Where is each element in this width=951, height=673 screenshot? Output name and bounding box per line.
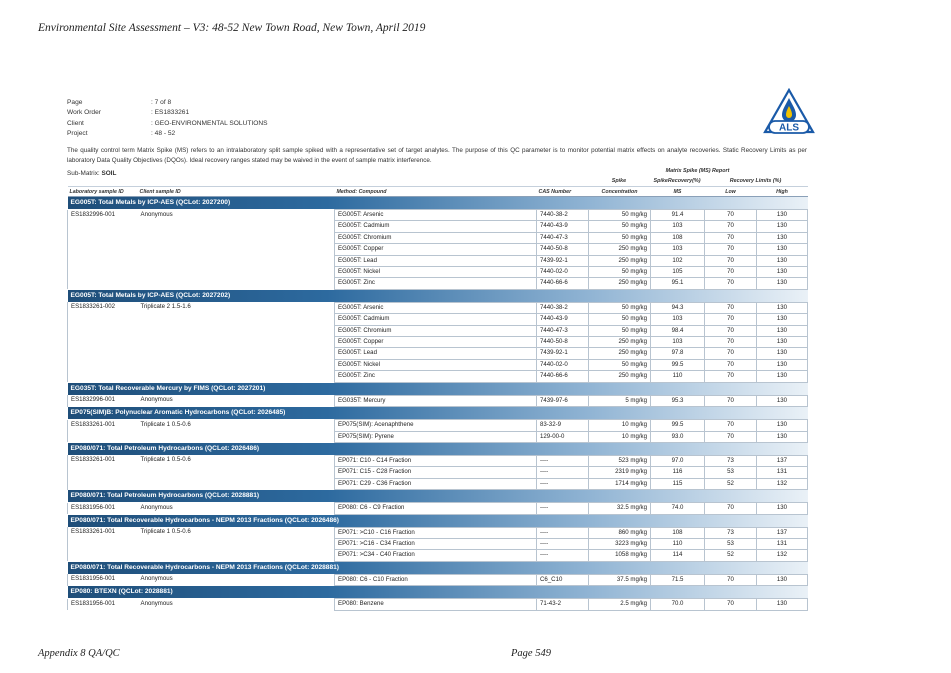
spike-concentration: 32.5 mg/kg [589,503,651,514]
ms-recovery: 71.5 [651,574,705,585]
col-ms: MS [651,187,705,197]
spike-concentration: 37.5 mg/kg [589,574,651,585]
lab-sample-id: ES1831956-001 [68,503,138,514]
meta-value: : 48 - 52 [151,129,176,137]
limit-low: 70 [705,232,757,243]
spike-header: Spike [611,178,627,184]
cas-number: 7439-92-1 [537,255,589,266]
client-sample-id [138,267,335,278]
method-compound: EG005T: Copper [335,244,537,255]
table-row [68,527,808,538]
method-compound: EG035T: Mercury [335,395,537,406]
method-compound: EP071: C15 - C28 Fraction [335,467,537,478]
method-compound: EG005T: Zinc [335,371,537,382]
section-title: EG005T: Total Metals by ICP-AES (QCLot: 2027202) [68,289,808,302]
spike-concentration: 523 mg/kg [589,455,651,466]
spike-concentration: 1058 mg/kg [589,550,651,561]
client-sample-id [138,538,335,549]
spike-concentration: 10 mg/kg [589,431,651,442]
limit-high: 130 [757,255,808,266]
lab-sample-id [68,371,138,382]
client-sample-id: Triplicate 1 0.5-0.6 [140,528,191,536]
lab-sample-id [68,255,138,266]
limit-high: 130 [757,420,808,431]
cas-number: ---- [537,538,589,549]
table-row [68,503,808,514]
client-sample-id [138,325,335,336]
method-compound: EG005T: Arsenic [335,210,537,221]
col-high: High [757,187,808,197]
method-compound: EP071: C29 - C36 Fraction [335,478,537,489]
col-cas-number: CAS Number [537,187,589,197]
client-sample-id [138,359,335,370]
method-compound: EG005T: Nickel [335,359,537,370]
table-row [68,232,808,243]
ms-recovery: 103 [651,314,705,325]
limit-low: 70 [705,599,757,610]
table-row [68,325,808,336]
col-method-compound: Method: Compound [335,187,537,197]
cas-number: 7440-02-0 [537,267,589,278]
cas-number: 7439-97-6 [537,395,589,406]
cas-number: ---- [537,478,589,489]
meta-row-project [67,129,268,139]
lab-sample-id: ES1833261-001 [68,455,138,466]
lab-sample-id: ES1833261-001 [68,420,138,431]
section-header-row [68,442,808,455]
lab-sample-id [68,467,138,478]
lab-sample-id [68,244,138,255]
meta-value: : ES1833261 [151,109,190,117]
section-title: EP080/071: Total Petroleum Hydrocarbons (QCLot: 2028881) [68,490,808,503]
lab-sample-id: ES1832996-001 [68,210,138,221]
table-row [68,221,808,232]
cas-number: 7440-47-3 [537,232,589,243]
lab-sample-id [68,278,138,289]
table-row [68,314,808,325]
client-sample-id: Anonymous [140,575,173,583]
section-header-row [68,561,808,574]
cas-number: 7440-47-3 [537,325,589,336]
limit-low: 70 [705,267,757,278]
limit-low: 70 [705,359,757,370]
limit-high: 130 [757,337,808,348]
limit-high: 130 [757,574,808,585]
cas-number: ---- [537,455,589,466]
spike-concentration: 2319 mg/kg [589,467,651,478]
lab-sample-id [68,232,138,243]
limit-high: 131 [757,538,808,549]
limit-high: 130 [757,210,808,221]
cas-number: 71-43-2 [537,599,589,610]
method-compound: EP071: >C16 - C34 Fraction [335,538,537,549]
lab-sample-id [68,314,138,325]
spike-concentration: 250 mg/kg [589,255,651,266]
table-row [68,574,808,585]
ms-recovery: 110 [651,538,705,549]
limit-low: 70 [705,348,757,359]
table-row [68,371,808,382]
spike-concentration: 1714 mg/kg [589,478,651,489]
ms-recovery: 94.3 [651,302,705,313]
client-sample-id [138,314,335,325]
lab-sample-id: ES1833261-001 [68,527,138,538]
spike-concentration: 50 mg/kg [589,210,651,221]
spike-concentration: 2.5 mg/kg [589,599,651,610]
lab-sample-id [68,431,138,442]
table-row [68,395,808,406]
section-header-row [68,514,808,527]
spike-concentration: 250 mg/kg [589,348,651,359]
lab-sample-id [68,325,138,336]
limit-high: 130 [757,599,808,610]
ms-recovery: 110 [651,371,705,382]
ms-recovery: 95.1 [651,278,705,289]
client-sample-id [138,371,335,382]
method-compound: EP071: C10 - C14 Fraction [335,455,537,466]
ms-recovery: 97.8 [651,348,705,359]
meta-label: Page [67,99,83,106]
spike-concentration: 3223 mg/kg [589,538,651,549]
limit-low: 70 [705,503,757,514]
col-low: Low [705,187,757,197]
limit-high: 130 [757,503,808,514]
lab-sample-id [68,267,138,278]
limit-low: 52 [705,550,757,561]
table-row [68,550,808,561]
spike-concentration: 50 mg/kg [589,221,651,232]
cas-number: ---- [537,550,589,561]
table-row [68,599,808,610]
cas-number: 7440-66-6 [537,278,589,289]
spike-concentration: 50 mg/kg [589,302,651,313]
table-row [68,467,808,478]
ms-recovery: 108 [651,527,705,538]
section-header-row [68,289,808,302]
limit-high: 130 [757,359,808,370]
lab-sample-id: ES1831956-001 [68,574,138,585]
section-header-row [68,586,808,599]
limit-low: 70 [705,431,757,442]
section-header-row [68,407,808,420]
limit-high: 132 [757,550,808,561]
meta-label: Project [67,129,88,137]
matrix-spike-table [67,186,808,611]
table-body [68,197,808,611]
limit-low: 53 [705,467,757,478]
table-header-row [68,187,808,197]
ms-recovery: 91.4 [651,210,705,221]
limit-high: 130 [757,302,808,313]
spike-concentration: 50 mg/kg [589,232,651,243]
cas-number: 7440-38-2 [537,302,589,313]
table-row [68,267,808,278]
spike-concentration: 860 mg/kg [589,527,651,538]
spike-concentration: 10 mg/kg [589,420,651,431]
spike-concentration: 250 mg/kg [589,337,651,348]
cas-number: 7440-38-2 [537,210,589,221]
document-header: Environmental Site Assessment – V3: 48-52 New Town Road, New Town, April 2019 [38,22,426,34]
ms-recovery: 99.5 [651,420,705,431]
lab-sample-id: ES1831956-001 [68,599,138,610]
limit-high: 131 [757,467,808,478]
method-compound: EG005T: Copper [335,337,537,348]
lab-sample-id [68,478,138,489]
cas-number: 7440-02-0 [537,359,589,370]
cas-number: 7440-66-6 [537,371,589,382]
section-header-row [68,490,808,503]
meta-row-client [67,119,268,129]
client-sample-id: Anonymous [140,396,173,404]
lab-sample-id: ES1832996-001 [68,395,138,406]
cas-number: C6_C10 [537,574,589,585]
cas-number: 7440-50-8 [537,337,589,348]
col-client-sample-id: Client sample ID [138,187,335,197]
table-row [68,538,808,549]
table-row [68,420,808,431]
ms-recovery: 97.0 [651,455,705,466]
lab-sample-id [68,359,138,370]
section-title: EP080: BTEXN (QCLot: 2028881) [68,586,808,599]
client-sample-id [138,278,335,289]
ms-recovery: 105 [651,267,705,278]
limit-high: 130 [757,267,808,278]
client-sample-id: Anonymous [140,210,173,218]
client-sample-id [138,431,335,442]
sub-matrix-label: Sub-Matrix: [67,170,100,177]
section-title: EP080/071: Total Recoverable Hydrocarbons - NEPM 2013 Fractions (QCLot: 2028881) [68,561,808,574]
recovery-limits-header: Recovery Limits (%) [729,178,782,184]
table-row [68,348,808,359]
spike-concentration: 50 mg/kg [589,325,651,336]
cas-number: ---- [537,503,589,514]
limit-high: 137 [757,527,808,538]
limit-low: 52 [705,478,757,489]
col-lab-sample-id: Laboratory sample ID [68,187,138,197]
table-row [68,244,808,255]
meta-value: : 7 of 8 [151,99,172,106]
intro-paragraph: The quality control term Matrix Spike (MS) refers to an intralaboratory split sample spiked with a representative set of target analytes. The purpose of this QC parameter is to monitor potential matrix effects on analyte recoveries. Static Recovery Limits as per laboratory Data Quality Objectives (DQOs). Ideal recovery ranges stated may be waived in the event of sample matrix interference. [67,147,807,164]
table-row [68,455,808,466]
client-sample-id: Triplicate 1 0.5-0.6 [140,456,191,464]
method-compound: EG005T: Cadmium [335,314,537,325]
method-compound: EG005T: Chromium [335,232,537,243]
method-compound: EG005T: Nickel [335,267,537,278]
method-compound: EG005T: Arsenic [335,302,537,313]
spike-concentration: 50 mg/kg [589,267,651,278]
limit-low: 53 [705,538,757,549]
method-compound: EG005T: Lead [335,348,537,359]
limit-low: 70 [705,420,757,431]
ms-recovery: 114 [651,550,705,561]
limit-low: 70 [705,221,757,232]
limit-high: 130 [757,314,808,325]
section-title: EG035T: Total Recoverable Mercury by FIMS (QCLot: 2027201) [68,382,808,395]
meta-value: : GEO-ENVIRONMENTAL SOLUTIONS [151,119,268,127]
method-compound: EP080: C6 - C10 Fraction [335,574,537,585]
section-header-row [68,382,808,395]
spike-recovery-header: SpikeRecovery(%) [653,178,701,184]
sub-matrix [67,170,116,177]
method-compound: EG005T: Chromium [335,325,537,336]
section-title: EG005T: Total Metals by ICP-AES (QCLot: 2027200) [68,197,808,210]
client-sample-id [138,232,335,243]
lab-sample-id: ES1833261-002 [68,302,138,313]
lab-sample-id [68,348,138,359]
lab-sample-id [68,550,138,561]
limit-low: 70 [705,574,757,585]
limit-high: 130 [757,395,808,406]
client-sample-id: Anonymous [140,503,173,511]
method-compound: EG005T: Cadmium [335,221,537,232]
method-compound: EG005T: Zinc [335,278,537,289]
ms-recovery: 108 [651,232,705,243]
sub-matrix-value: SOIL [101,170,117,177]
spike-concentration: 250 mg/kg [589,278,651,289]
table-row [68,359,808,370]
limit-high: 130 [757,221,808,232]
limit-high: 130 [757,232,808,243]
als-logo [763,88,815,138]
limit-low: 70 [705,210,757,221]
limit-low: 70 [705,244,757,255]
ms-recovery: 103 [651,244,705,255]
col-concentration: Concentration [589,187,651,197]
limit-low: 70 [705,255,757,266]
table-row [68,431,808,442]
spike-concentration: 50 mg/kg [589,314,651,325]
method-compound: EP080: C6 - C9 Fraction [335,503,537,514]
table-row [68,278,808,289]
table-row [68,478,808,489]
limit-high: 137 [757,455,808,466]
cas-number: 83-32-9 [537,420,589,431]
limit-high: 130 [757,431,808,442]
meta-row-page [67,98,268,108]
spike-concentration: 250 mg/kg [589,244,651,255]
table-row [68,337,808,348]
limit-low: 70 [705,314,757,325]
report-meta [67,98,268,139]
footer-appendix: Appendix 8 QA/QC [38,648,120,659]
section-title: EP080/071: Total Recoverable Hydrocarbons - NEPM 2013 Fractions (QCLot: 2026486) [68,514,808,527]
limit-low: 70 [705,302,757,313]
method-compound: EP071: >C10 - C16 Fraction [335,527,537,538]
client-sample-id: Triplicate 2 1.5-1.6 [140,303,191,311]
limit-low: 70 [705,325,757,336]
client-sample-id [138,467,335,478]
lab-sample-id [68,221,138,232]
cas-number: ---- [537,527,589,538]
meta-row-work-order [67,108,268,118]
cas-number: 7440-43-9 [537,314,589,325]
client-sample-id: Anonymous [140,599,173,607]
client-sample-id [138,337,335,348]
cas-number: 129-00-0 [537,431,589,442]
method-compound: EP075(SIM): Pyrene [335,431,537,442]
client-sample-id [138,348,335,359]
ms-recovery: 98.4 [651,325,705,336]
table-row [68,302,808,313]
cas-number: 7440-43-9 [537,221,589,232]
section-title: EP075(SIM)B: Polynuclear Aromatic Hydrocarbons (QCLot: 2026485) [68,407,808,420]
lab-sample-id [68,538,138,549]
client-sample-id: Triplicate 1 0.5-0.6 [140,420,191,428]
ms-recovery: 99.5 [651,359,705,370]
ms-recovery: 116 [651,467,705,478]
limit-high: 130 [757,325,808,336]
ms-recovery: 95.3 [651,395,705,406]
ms-recovery: 103 [651,221,705,232]
ms-recovery: 115 [651,478,705,489]
limit-low: 70 [705,337,757,348]
limit-low: 70 [705,371,757,382]
lab-sample-id [68,337,138,348]
spike-concentration: 50 mg/kg [589,359,651,370]
limit-low: 70 [705,278,757,289]
spike-concentration: 250 mg/kg [589,371,651,382]
ms-recovery: 103 [651,337,705,348]
ms-report-header: Matrix Spike (MS) Report [665,168,730,174]
limit-high: 130 [757,371,808,382]
cas-number: 7439-92-1 [537,348,589,359]
limit-low: 73 [705,455,757,466]
table-row [68,255,808,266]
cas-number: 7440-50-8 [537,244,589,255]
method-compound: EP080: Benzene [335,599,537,610]
method-compound: EG005T: Lead [335,255,537,266]
ms-recovery: 93.0 [651,431,705,442]
limit-low: 73 [705,527,757,538]
client-sample-id [138,478,335,489]
limit-high: 130 [757,278,808,289]
table-row [68,210,808,221]
limit-low: 70 [705,395,757,406]
method-compound: EP071: >C34 - C40 Fraction [335,550,537,561]
section-title: EP080/071: Total Petroleum Hydrocarbons (QCLot: 2026486) [68,442,808,455]
limit-high: 130 [757,348,808,359]
method-compound: EP075(SIM): Acenaphthene [335,420,537,431]
cas-number: ---- [537,467,589,478]
client-sample-id [138,550,335,561]
limit-high: 132 [757,478,808,489]
client-sample-id [138,244,335,255]
meta-label: Client [67,119,84,127]
limit-high: 130 [757,244,808,255]
client-sample-id [138,255,335,266]
ms-recovery: 70.0 [651,599,705,610]
client-sample-id [138,221,335,232]
section-header-row [68,197,808,210]
ms-recovery: 102 [651,255,705,266]
meta-label: Work Order [67,109,101,117]
footer-page-number: Page 549 [511,648,551,659]
ms-recovery: 74.0 [651,503,705,514]
logo-text: ALS [779,122,799,134]
spike-concentration: 5 mg/kg [589,395,651,406]
